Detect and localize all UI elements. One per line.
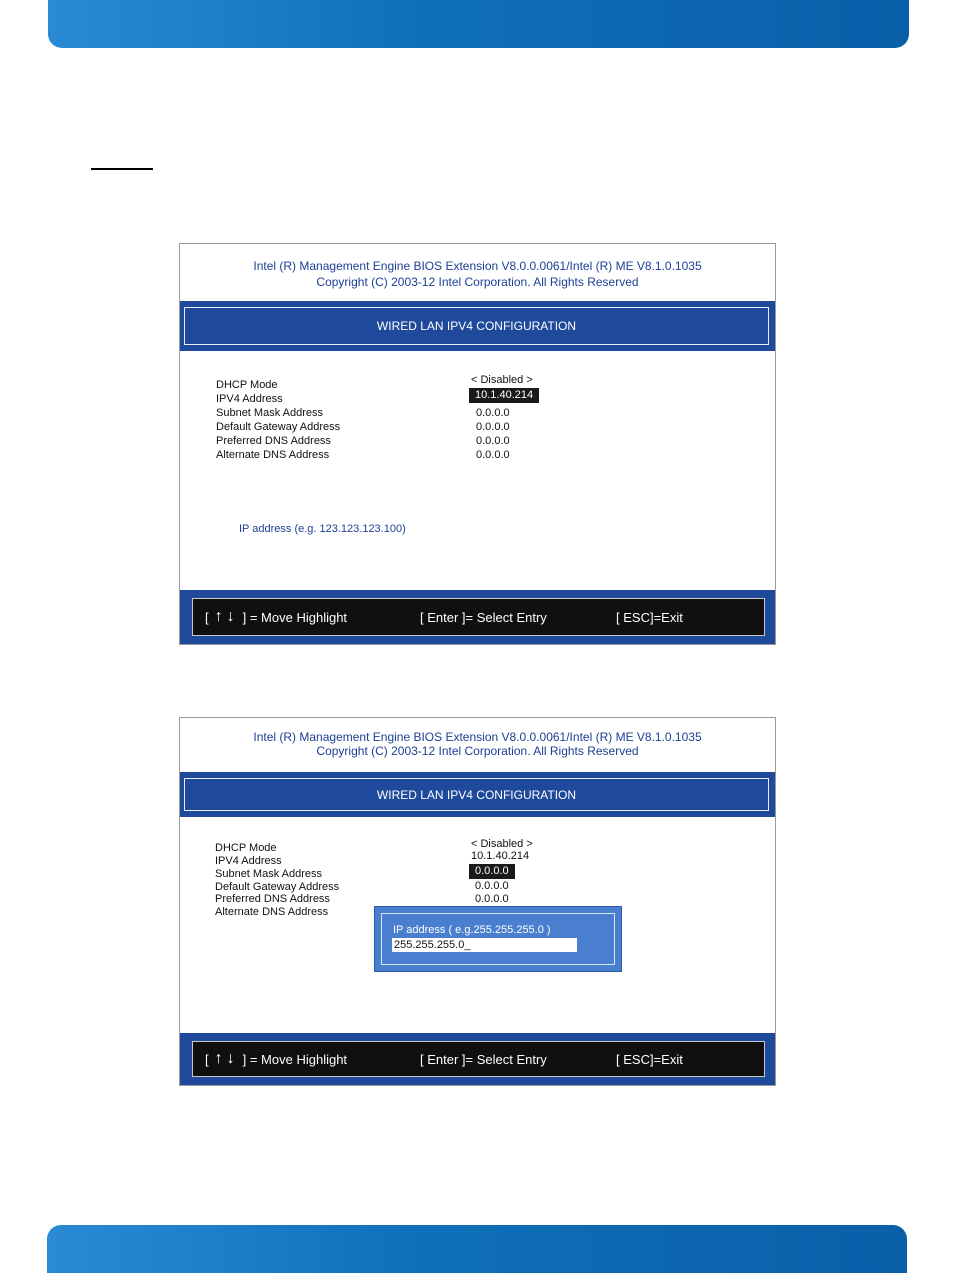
preferred-dns-value[interactable]: 0.0.0.0 [476, 435, 510, 447]
subnet-mask-value[interactable]: 0.0.0.0 [469, 864, 515, 879]
key-help-bar [180, 590, 775, 644]
section-header [180, 772, 775, 817]
subnet-mask-value[interactable]: 0.0.0.0 [476, 407, 510, 419]
move-highlight-hint [205, 599, 347, 635]
default-gateway-label: Default Gateway Address [216, 421, 341, 433]
bios-screenshot-subnet-mask [179, 717, 776, 1086]
ipv4-address-value[interactable]: 10.1.40.214 [471, 850, 530, 862]
up-down-arrows-icon: ↑↓ [214, 1050, 239, 1067]
section-title: WIRED LAN IPV4 CONFIGURATION [184, 307, 769, 345]
exit-hint: [ ESC]=Exit [616, 1051, 683, 1067]
select-entry-hint: [ Enter ]= Select Entry [420, 1051, 547, 1067]
move-highlight-hint [205, 1042, 347, 1076]
up-down-arrows-icon: ↑↓ [214, 608, 239, 625]
ipv4-address-value[interactable]: 10.1.40.214 [469, 388, 539, 403]
default-gateway-value[interactable]: 0.0.0.0 [475, 880, 509, 892]
exit-hint: [ ESC]=Exit [616, 609, 683, 625]
ip-address-hint: IP address (e.g. 123.123.123.100) [239, 523, 406, 535]
dialog-title: IP address ( e.g.255.255.255.0 ) [393, 924, 551, 936]
default-gateway-value[interactable]: 0.0.0.0 [476, 421, 510, 433]
dhcp-mode-label: DHCP Mode [215, 842, 277, 854]
key-help-bar [180, 1033, 775, 1085]
move-highlight-label: ] = Move Highlight [242, 609, 348, 625]
alternate-dns-label: Alternate DNS Address [215, 906, 329, 918]
subnet-mask-label: Subnet Mask Address [216, 407, 324, 419]
bios-copyright: Copyright (C) 2003-12 Intel Corporation. All Rights Reserved [316, 744, 639, 758]
bracket-open: [ [205, 1051, 209, 1067]
bios-copyright: Copyright (C) 2003-12 Intel Corporation. All Rights Reserved [316, 275, 639, 289]
dhcp-mode-value[interactable]: < Disabled > [471, 374, 533, 386]
alternate-dns-label: Alternate DNS Address [216, 449, 330, 461]
section-underline [91, 168, 153, 170]
dhcp-mode-label: DHCP Mode [216, 379, 278, 391]
section-header [180, 301, 775, 351]
ipv4-address-label: IPV4 Address [215, 855, 282, 867]
section-title: WIRED LAN IPV4 CONFIGURATION [184, 778, 769, 811]
bracket-open: [ [205, 609, 209, 625]
page-header-band [48, 0, 909, 48]
ip-address-input-dialog [374, 906, 622, 972]
preferred-dns-label: Preferred DNS Address [215, 893, 330, 905]
alternate-dns-value[interactable]: 0.0.0.0 [476, 449, 510, 461]
subnet-mask-input[interactable]: 255.255.255.0_ [392, 938, 577, 952]
move-highlight-label: ] = Move Highlight [242, 1051, 348, 1067]
page-footer-band [47, 1225, 907, 1273]
preferred-dns-label: Preferred DNS Address [216, 435, 331, 447]
key-help-panel [192, 1041, 765, 1077]
subnet-mask-label: Subnet Mask Address [215, 868, 323, 880]
bios-title: Intel (R) Management Engine BIOS Extension V8.0.0.0061/Intel (R) ME V8.1.0.1035 [253, 259, 702, 273]
select-entry-hint: [ Enter ]= Select Entry [420, 609, 547, 625]
ipv4-address-label: IPV4 Address [216, 393, 283, 405]
default-gateway-label: Default Gateway Address [215, 881, 340, 893]
preferred-dns-value[interactable]: 0.0.0.0 [475, 893, 509, 905]
key-help-panel [192, 598, 765, 636]
dhcp-mode-value[interactable]: < Disabled > [471, 838, 533, 850]
bios-title: Intel (R) Management Engine BIOS Extension V8.0.0.0061/Intel (R) ME V8.1.0.1035 [253, 730, 702, 744]
bios-screenshot-ipv4-address [179, 243, 776, 645]
